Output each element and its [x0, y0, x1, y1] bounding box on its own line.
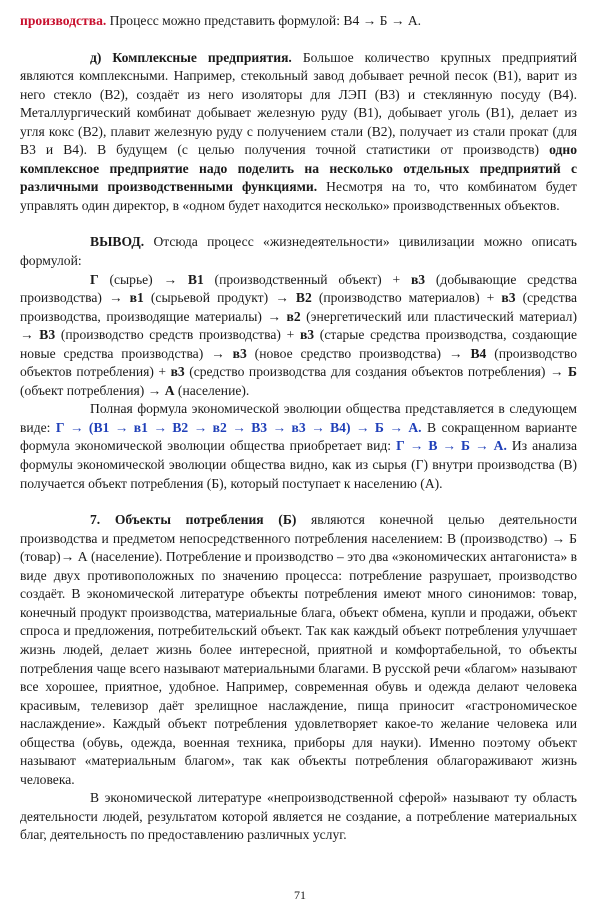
formula-text: (производство средств производства) + [55, 327, 300, 343]
formula-text: (старые средства производства, создающие новые средства производства) → [20, 327, 578, 361]
paragraph-text: В экономической литературе «непроизводственной сферой» называют ту область деятельности людей, результатом которой является не создание, а потребление материальных благ, деятельность по предоставлению различных услуг. [20, 790, 577, 843]
formula-symbol: в3 [299, 327, 315, 343]
conclusion-heading: ВЫВОД. [90, 234, 145, 250]
paragraph-text: Большое количество крупных предприятий являются комплексными. Например, стекольный завод добывает речной песок (В1), варит из него стекло (В2), создаёт из него изоляторы для ЛЭП (В3) и стеклянную посуду (В4). Металлургический комбинат добывает железную руду (В1), добывает уголь (В1), делает из угля кокс (В2), плавит железную руду с получением стали (В2), получает из стали прокат (для В3 и В4). В будущем (с целью получения точной статистики от производств) [20, 49, 577, 158]
paragraph-formula-intro [20, 12, 577, 31]
formula-symbol: в1 [129, 290, 144, 306]
short-formula: Г → В → Б → А. [396, 438, 507, 454]
formula-text: (энергетический или пластический материал) → [20, 308, 577, 343]
formula-symbol: Г [90, 271, 99, 287]
section-heading: д) Комплексные предприятия. [90, 49, 292, 65]
formula-text: (население). [174, 382, 250, 398]
formula-symbol: в3 [410, 271, 426, 287]
formula-text: (сырьевой продукт) → [143, 290, 296, 306]
formula-symbol: в3 [501, 290, 516, 306]
paragraph-consumption-objects [20, 511, 577, 789]
paragraph-text: являются конечной целью деятельности производства и предметом непосредственного потребления населением: В (производство) → Б (товар)→ А (население). Потребление и производство – это два «экономических антагониста» в виде двух противоположных по значению процесса: потребление разрушает, производство создаёт. В экономической литературе объекты потребления имеют много синонимов: товар, конечный продукт производства, материальные блага, объект обмена, купли и продажи, объект спроса и предложения, потребительский объект. Так как каждый объект потребления улучшает жизнь людей, делает жизнь более интересной, приятной и комфортабельной, то объекты потребления чаще всего называют материальными благами. В русской речи «благом» называют все хорошее, приятное, удобное. Например, современная обувь и одежда делают человека красивым, телевизор даёт зрелищное наслаждение, пища приносит «гастрономическое наслаждение». Каждый объект потребления удовлетворяет какое-то желание человека или общества (обувь, одежда, военная техника, приборы для науки). Именно поэтому объект называют «материальным благом», так как объекты потребления облагораживают жизнь человека. [20, 512, 577, 787]
formula-symbol: в3 [232, 345, 247, 361]
document-page [20, 12, 577, 845]
paragraph-text: Отсюда процесс «жизнедеятельности» цивилизации можно описать формулой: [20, 234, 577, 269]
formula-text: (объект потребления) → [20, 382, 165, 398]
formula-symbol: В3 [39, 327, 56, 343]
full-formula: Г → (В1 → в1 → В2 → в2 → В3 → в3 → В4) → Б → А. [55, 419, 422, 435]
formula-text: (добывающие средства производства) → [20, 271, 578, 306]
section-heading: 7. Объекты потребления (Б) [90, 512, 297, 528]
highlight-term: производства. [20, 13, 107, 28]
formula-symbol: в3 [170, 364, 185, 380]
formula-text: (производство объектов потребления) + [20, 345, 577, 380]
formula-symbol: В4 [470, 345, 487, 361]
formula-symbol: А [164, 382, 175, 398]
bold-statement: одно комплексное предприятие надо поделить на несколько отдельных предприятий с различными производственными функциями. [20, 142, 577, 195]
paragraph-text: Полная формула экономической эволюции общества представляется в следующем виде: [20, 401, 577, 435]
formula-symbol: В1 [187, 271, 204, 287]
paragraph-text: Несмотря на то, что комбинатом будет управлять один директор, в «одном будет находится несколько» производственных объектов. [20, 179, 577, 213]
formula-text: (новое средство производства) → [246, 345, 471, 361]
paragraph-life-formula [20, 271, 577, 401]
formula-symbol: Б [568, 364, 577, 380]
formula-symbol: в2 [286, 308, 301, 324]
paragraph-text: В сокращенном варианте формула экономической эволюции общества приобретает вид: [20, 419, 577, 454]
paragraph-complex-enterprises [20, 49, 577, 216]
paragraph-text: Из анализа формулы экономической эволюции общества видно, как из сырья (Г) внутри производства (В) получается объект потребления (Б), который поступает к населению (А). [20, 438, 577, 491]
formula-text: (средства производства, производящие материалы) → [20, 290, 577, 324]
paragraph-text: Процесс можно представить формулой: В4 → Б → А. [106, 13, 422, 28]
formula-text: (производство материалов) + [311, 290, 502, 306]
page-number: 71 [294, 888, 306, 902]
paragraph-non-production-sphere [20, 789, 577, 845]
paragraph-conclusion [20, 233, 577, 270]
paragraph-full-formula [20, 400, 577, 493]
formula-text: (средство производства для создания объектов потребления) → [184, 364, 568, 380]
formula-symbol: В2 [295, 290, 312, 306]
formula-text: (производственный объект) + [203, 271, 411, 287]
formula-text: (сырье) → [98, 271, 188, 287]
